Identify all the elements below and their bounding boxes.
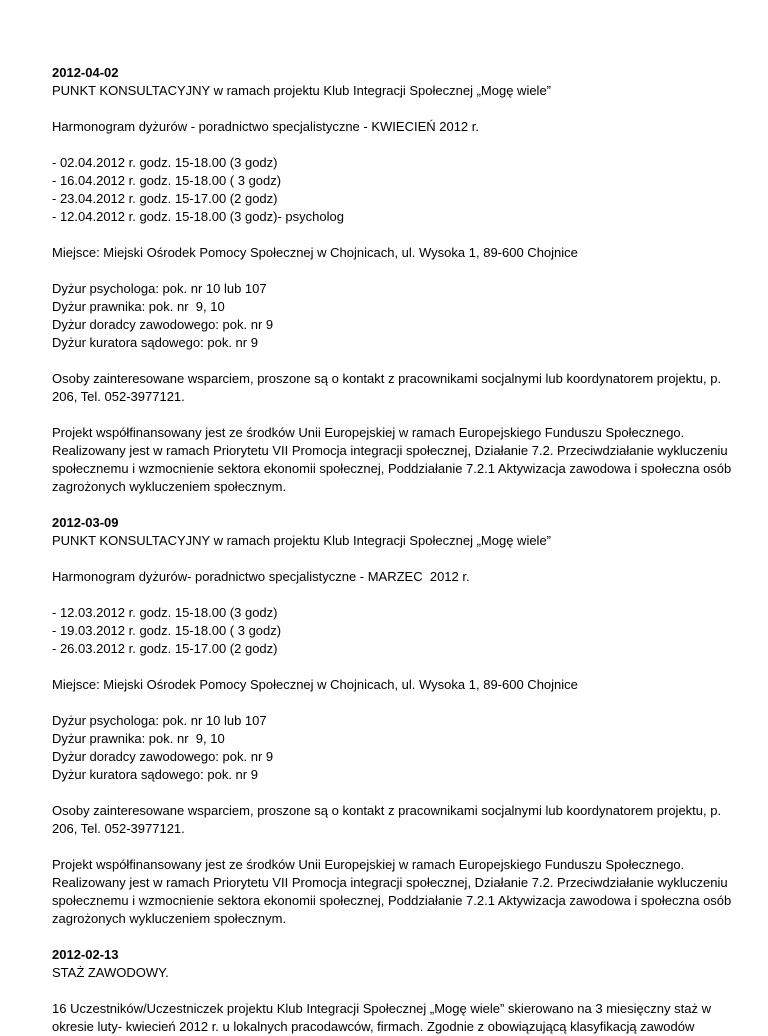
contact-paragraph: Osoby zainteresowane wsparciem, proszone są o kontakt z pracownikami socjalnymi lub koordynatorem projektu, p. 206, Tel. 052-3977121. [52,803,722,836]
entry-title: PUNKT KONSULTACYJNY w ramach projektu Klub Integracji Społecznej „Mogę wiele” [52,533,552,548]
news-entry-april [52,64,732,496]
contact-paragraph: Osoby zainteresowane wsparciem, proszone są o kontakt z pracownikami socjalnymi lub koordynatorem projektu, p. 206, Tel. 052-3977121. [52,371,722,404]
room-info: Dyżur prawnika: pok. nr 9, 10 [52,731,225,746]
room-info: Dyżur kuratora sądowego: pok. nr 9 [52,767,258,782]
room-info: Dyżur doradcy zawodowego: pok. nr 9 [52,317,274,332]
schedule-date: - 19.03.2012 r. godz. 15-18.00 ( 3 godz) [52,623,282,638]
schedule-date: - 23.04.2012 r. godz. 15-17.00 (2 godz) [52,191,278,206]
schedule-heading: Harmonogram dyżurów - poradnictwo specjalistyczne - KWIECIEŃ 2012 r. [52,119,479,134]
room-info: Dyżur psychologa: pok. nr 10 lub 107 [52,281,267,296]
schedule-date: - 26.03.2012 r. godz. 15-17.00 (2 godz) [52,641,278,656]
news-entry-february [52,946,732,1036]
document-page [52,64,732,1036]
schedule-heading: Harmonogram dyżurów- poradnictwo specjalistyczne - MARZEC 2012 r. [52,569,470,584]
entry-date: 2012-03-09 [52,515,119,530]
room-info: Dyżur kuratora sądowego: pok. nr 9 [52,335,258,350]
news-entry-march [52,514,732,928]
place-text: Miejsce: Miejski Ośrodek Pomocy Społecznej w Chojnicach, ul. Wysoka 1, 89-600 Chojnice [52,245,578,260]
funding-paragraph: Projekt współfinansowany jest ze środków Unii Europejskiej w ramach Europejskiego Funduszu Społecznego. Realizowany jest w ramach Priorytetu VII Promocja integracji społecznej, Działanie 7.2. Przeciwdziałanie wykluczeniu społecznemu i wzmocnienie sektora ekonomii społecznej, Poddziałanie 7.2.1 Aktywizacja zawodowa i społeczna osób zagrożonych wykluczeniem społecznym. [52,425,732,494]
schedule-date: - 16.04.2012 r. godz. 15-18.00 ( 3 godz) [52,173,282,188]
schedule-date: - 12.03.2012 r. godz. 15-18.00 (3 godz) [52,605,278,620]
room-info: Dyżur prawnika: pok. nr 9, 10 [52,299,225,314]
entry-date: 2012-04-02 [52,65,119,80]
room-info: Dyżur doradcy zawodowego: pok. nr 9 [52,749,274,764]
room-info: Dyżur psychologa: pok. nr 10 lub 107 [52,713,267,728]
entry-title: STAŻ ZAWODOWY. [52,965,169,980]
entry-date: 2012-02-13 [52,947,119,962]
funding-paragraph: Projekt współfinansowany jest ze środków Unii Europejskiej w ramach Europejskiego Funduszu Społecznego. Realizowany jest w ramach Priorytetu VII Promocja integracji społecznej, Działanie 7.2. Przeciwdziałanie wykluczeniu społecznemu i wzmocnienie sektora ekonomii społecznej, Poddziałanie 7.2.1 Aktywizacja zawodowa i społeczna osób zagrożonych wykluczeniem społecznym. [52,857,732,926]
place-text: Miejsce: Miejski Ośrodek Pomocy Społecznej w Chojnicach, ul. Wysoka 1, 89-600 Chojnice [52,677,578,692]
body-paragraph: 16 Uczestników/Uczestniczek projektu Klub Integracji Społecznej „Mogę wiele” skierowano na 3 miesięczny staż w okresie luty- kwiecień 2012 r. u lokalnych pracodawców, firmach. Zgodnie z obowiązującą klasyfikacją zawodów [52,1001,711,1034]
entry-title: PUNKT KONSULTACYJNY w ramach projektu Klub Integracji Społecznej „Mogę wiele” [52,83,552,98]
schedule-date: - 12.04.2012 r. godz. 15-18.00 (3 godz)- psycholog [52,209,344,224]
schedule-date: - 02.04.2012 r. godz. 15-18.00 (3 godz) [52,155,278,170]
